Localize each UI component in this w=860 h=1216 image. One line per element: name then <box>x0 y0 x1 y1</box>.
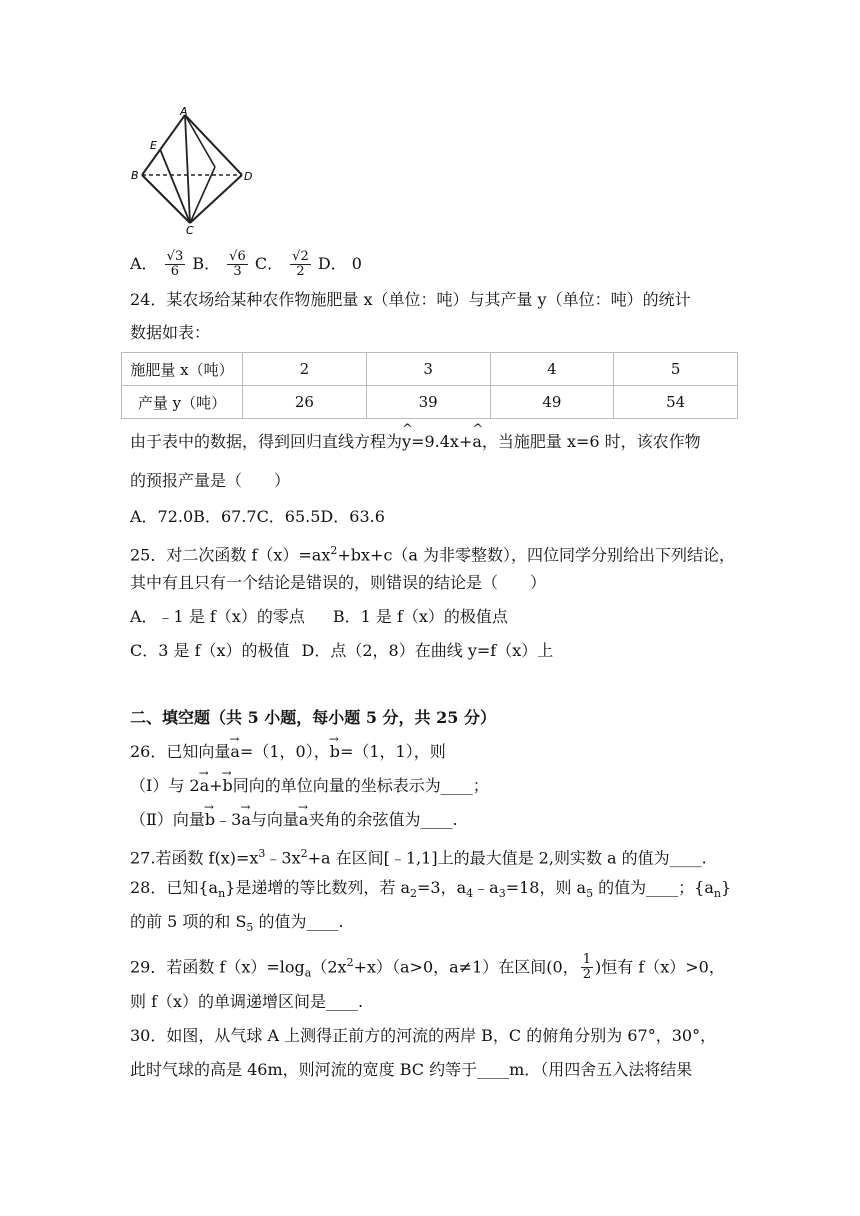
q30-line1: 30．如图，从气球 A 上测得正前方的河流的两岸 B，C 的俯角分别为 67°，30°， <box>130 1026 717 1045</box>
subscript: 5 <box>246 921 254 935</box>
label-E: E <box>150 139 157 152</box>
subscript: a <box>304 966 312 980</box>
option-d-label: D． 0 <box>317 254 362 273</box>
text-segment: =3，a <box>417 878 467 897</box>
q23-options <box>130 250 362 279</box>
q26-line3 <box>130 809 458 831</box>
q24-line3 <box>130 431 701 453</box>
edge-AC <box>185 115 190 223</box>
subscript: 4 <box>466 887 474 901</box>
q24-data-table <box>121 352 738 419</box>
edge-EC <box>160 149 190 223</box>
subscript: 3 <box>498 887 506 901</box>
vector-b: → b <box>205 809 215 831</box>
table-cell: 26 <box>243 386 367 419</box>
q25-options-row2 <box>130 640 553 662</box>
table-row <box>122 386 738 419</box>
text-segment: ﹣3 <box>215 810 242 829</box>
q30-line2: 此时气球的高是 46m，则河流的宽度 BC 约等于____m．（用四舍五入法将结果 <box>130 1060 693 1079</box>
superscript: 3 <box>258 847 266 860</box>
vector-a: → a <box>230 741 240 763</box>
text-segment: （2x <box>311 957 347 977</box>
text-segment: 同向的单位向量的坐标表示为____； <box>232 776 489 795</box>
q29-line1 <box>130 952 725 985</box>
vector-b: → b <box>223 775 233 797</box>
option-d: D．点（2，8）在曲线 y=f（x）上 <box>301 641 554 660</box>
vector-a: → a <box>299 809 309 831</box>
text-segment: 的值为____. <box>253 912 344 931</box>
label-A: A <box>180 105 188 118</box>
edge-BC <box>142 175 190 223</box>
q29-line2: 则 f（x）的单调递增区间是____. <box>130 992 364 1011</box>
text-segment: （Ⅱ）向量 <box>130 810 205 829</box>
superscript: 2 <box>330 544 338 557</box>
q24-line2: 数据如表： <box>130 323 211 342</box>
option-c: C．3 是 f（x）的极值 <box>130 641 290 660</box>
q24-line4: 的预报产量是（ ） <box>130 471 291 490</box>
option-b-fraction <box>227 250 248 279</box>
label-B: B <box>131 169 139 182</box>
option-b: B．1 是 f（x）的极值点 <box>332 607 508 626</box>
subscript: 5 <box>586 887 594 901</box>
table-cell: 4 <box>490 353 614 386</box>
option-a: A．﹣1 是 f（x）的零点 <box>130 607 305 626</box>
text-segment: 25．对二次函数 f（x）=ax <box>130 545 331 565</box>
label-C: C <box>186 224 194 235</box>
table-header-cell: 施肥量 x（吨） <box>122 353 243 386</box>
q26-line1 <box>130 741 446 763</box>
denominator: 2 <box>296 264 305 279</box>
vector-a: → a <box>241 809 251 831</box>
table-cell: 39 <box>366 386 490 419</box>
interval-fraction <box>581 953 593 982</box>
text-segment: }是递增的等比数列，若 a <box>225 878 410 897</box>
subscript: n <box>713 887 721 901</box>
text-segment: 29．若函数 f（x）=log <box>130 957 305 977</box>
table-cell: 2 <box>243 353 367 386</box>
interval-close: ) <box>594 957 602 977</box>
table-cell: 5 <box>614 353 738 386</box>
table-cell: 49 <box>490 386 614 419</box>
text-segment: ﹣a <box>473 878 499 897</box>
numerator: 1 <box>582 952 591 968</box>
vector-a: → a <box>200 775 210 797</box>
label-D: D <box>244 170 253 183</box>
denominator: 6 <box>170 264 180 279</box>
text-segment: =（1，0）， <box>239 742 330 761</box>
text-segment: 28．已知{a <box>130 878 219 897</box>
table-cell: 3 <box>366 353 490 386</box>
option-c-fraction <box>290 250 311 279</box>
numerator: √2 <box>292 249 309 264</box>
y-hat: ^ y <box>402 431 411 453</box>
table-header-cell: 产量 y（吨） <box>122 386 243 419</box>
text-segment: 26．已知向量 <box>130 742 231 761</box>
text-segment: +a 在区间[﹣1,1]上的最大值是 2,则实数 a 的值为____. <box>307 848 707 868</box>
text-segment: 与向量 <box>250 810 299 829</box>
text-segment: （Ⅰ）与 2 <box>130 776 200 795</box>
text-segment: + <box>209 776 223 795</box>
q24-line1: 24．某农场给某种农作物施肥量 x（单位：吨）与其产量 y（单位：吨）的统计 <box>130 290 691 309</box>
text-segment: 27.若函数 f(x)=x <box>130 848 259 868</box>
option-a-label: A． <box>130 254 158 273</box>
denominator: 3 <box>233 264 242 279</box>
edge-AB <box>142 115 185 175</box>
q26-line2 <box>130 775 489 797</box>
superscript: 2 <box>300 847 308 860</box>
text-segment: =9.4x+ <box>411 432 473 451</box>
q24-options: A．72.0B．67.7C．65.5D．63.6 <box>130 507 385 526</box>
table-row <box>122 353 738 386</box>
q25-options-row1 <box>130 606 508 628</box>
numerator: √3 <box>166 249 184 264</box>
geometry-figure <box>130 105 270 235</box>
text-segment: 恒有 f（x）>0， <box>601 957 725 977</box>
option-b-label: B． <box>192 254 221 273</box>
table-cell: 54 <box>614 386 738 419</box>
text-segment: =18，则 a <box>505 878 587 897</box>
option-a-fraction <box>165 250 186 279</box>
subscript: 2 <box>410 887 417 901</box>
text-segment: +bx+c（a 为非零整数），四位同学分别给出下列结论， <box>337 545 736 565</box>
denominator: 2 <box>582 967 591 983</box>
text-segment: 的值为____；{a <box>593 878 714 897</box>
text-segment: 的前 5 项的和 S <box>130 912 247 931</box>
text-segment: ﹣3x <box>265 848 301 868</box>
edge-DC <box>190 175 242 223</box>
section-title: 二、填空题（共 5 小题，每小题 5 分，共 25 分） <box>130 708 496 727</box>
text-segment: ，当施肥量 x=6 时，该农作物 <box>481 432 701 451</box>
text-segment: 夹角的余弦值为____. <box>308 810 458 829</box>
text-segment: 由于表中的数据，得到回归直线方程为 <box>130 432 403 451</box>
text-segment: +x）（a>0，a≠1）在区间 <box>353 957 547 977</box>
subscript: n <box>218 887 226 901</box>
text-segment: } <box>721 878 732 897</box>
a-hat: ^ a <box>472 431 482 453</box>
q25-line2: 其中有且只有一个结论是错误的，则错误的结论是（ ） <box>130 573 547 592</box>
text-segment: =（1，1），则 <box>339 742 446 761</box>
vector-b: → b <box>330 741 340 763</box>
q27-line <box>130 843 707 869</box>
option-c-label: C． <box>254 254 284 273</box>
q25-line1 <box>130 540 735 566</box>
q28-line1 <box>130 877 731 905</box>
q28-line2 <box>130 911 344 939</box>
superscript: 2 <box>346 956 354 969</box>
interval-open: (0， <box>546 957 579 977</box>
numerator: √6 <box>229 249 246 264</box>
